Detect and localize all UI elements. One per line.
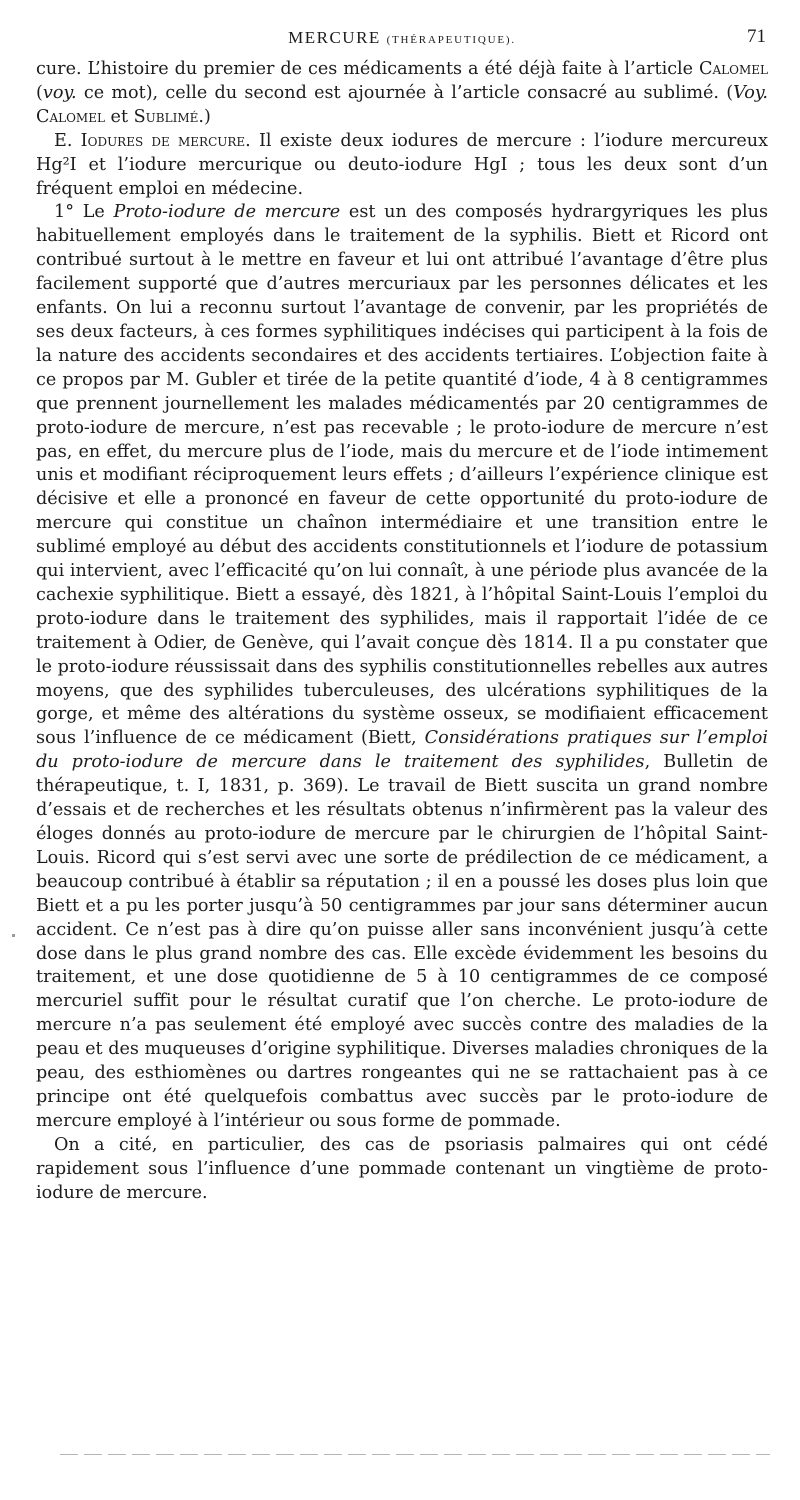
- bottom-faint-rule: [60, 1454, 770, 1455]
- text-run: et: [104, 106, 134, 127]
- margin-speck: [12, 934, 15, 937]
- paragraph-proto-iodure: [36, 201, 768, 1133]
- body-text: [36, 58, 768, 1206]
- page-number: 71: [747, 26, 766, 47]
- small-caps-run: Sublimé: [133, 106, 199, 127]
- text-run: On a cité, en particulier, des cas de psoriasis palmaires qui ont cédé rapidement sous l’influence d’une pommade contenant un vingtième de proto-iodure de mercure.: [36, 1134, 768, 1203]
- text-run: est un des composés hydrargyriques les plus habituellement employés dans le traitement de la syphilis. Biett et Ricord ont contribué surtout à le mettre en faveur et lui ont attribué l’avantage d’être plus facilement supporté que d’autres mercuriaux par les personnes délicates et les enfants. On lui a reconnu surtout l’avantage de convenir, par les propriétés de ses deux facteurs, à ces formes syphilitiques indécises qui participent à la fois de la nature des accidents secondaires et des accidents tertiaires. L’objection faite à ce propos par M. Gubler et tirée de la petite quantité d’iode, 4 à 8 centigrammes que prennent journellement les malades médicamentés par 20 centigrammes de proto-iodure de mercure, n’est pas recevable ; le proto-iodure de mercure n’est pas, en effet, du mercure plus de l’iode, mais du mercure et de l’iode intimement unis et modifiant réciproquement leurs effets ; d’ailleurs l’expérience clinique est décisive et elle a prononcé en faveur de cette opportunité du proto-iodure de mercure qui constitue un chaînon intermédiaire et une transition entre le sublimé employé au début des accidents constitutionnels et l’iodure de potassium qui intervient, avec l’efficacité qu’on lui connaît, à une période plus avancée de la cachexie syphilitique. Biett a essayé, dès 1821, à l’hôpital Saint-Louis l’emploi du proto-iodure dans le traitement des syphilides, mais il rapportait l’idée de ce traitement à Odier, de Genève, qui l’avait conçue dès 1814. Il a pu constater que le proto-iodure réussissait dans des syphilis constitutionnelles rebelles aux autres moyens, que des syphilides tuberculeuses, des ulcérations syphilitiques de la gorge, et même des altérations du système osseux, se modifiaient efficacement sous l’influence de ce médicament (Biett,: [36, 202, 768, 749]
- italic-run: Proto-iodure de mercure: [113, 202, 341, 223]
- text-run: E.: [54, 130, 81, 151]
- text-run: . Il existe deux iodures de mercure : l’iodure mercureux Hg²I et l’iodure mercurique ou deuto-iodure HgI ; tous les deux sont d’un fréquent emploi en médecine.: [36, 130, 769, 199]
- italic-run: voy.: [42, 82, 77, 103]
- text-run: , Bulletin de thérapeutique, t. I, 1831, p. 369). Le travail de Biett suscita un grand nombre d’essais et de recherches et les résultats obtenus n’infirmèrent pas la valeur des éloges donnés au proto-iodure de mercure par le chirurgien de l’hôpital Saint-Louis. Ricord qui s’est servi avec une sorte de prédilection de ce médicament, a beaucoup contribué à établir sa réputation ; il en a poussé les doses plus loin que Biett et a pu les porter jusqu’à 50 centigrammes par jour sans déterminer aucun accident. Ce n’est pas à dire qu’on puisse aller sans inconvénient jusqu’à cette dose dans le plus grand nombre des cas. Elle excède évidemment les besoins du traitement, et une dose quotidienne de 5 à 10 centigrammes de ce composé mercuriel suffit pour le résultat curatif que l’on cherche. Le proto-iodure de mercure n’a pas seulement été employé avec succès contre des maladies de la peau et des muqueuses d’origine syphilitique. Diverses maladies chroniques de la peau, des esthiomènes ou dartres rongeantes qui ne se rattachaient pas à ce principe ont été quelquefois combattus avec succès par le proto-iodure de mercure employé à l’intérieur ou sous forme de pommade.: [36, 752, 768, 1131]
- page: [36, 28, 768, 1206]
- paragraph-iodures: [36, 130, 768, 202]
- small-caps-run: Iodures de mercure: [80, 130, 246, 151]
- running-title-main: MERCURE: [288, 28, 381, 47]
- running-title: [36, 28, 768, 48]
- text-run: cure. L’histoire du premier de ces médicaments a été déjà faite à l’article: [36, 59, 700, 79]
- paragraph-psoriasis: [36, 1134, 768, 1206]
- small-caps-run: Calomel: [699, 59, 768, 79]
- text-run: 1° Le: [54, 202, 114, 223]
- small-caps-run: Calomel: [36, 106, 105, 127]
- running-header: [36, 28, 768, 58]
- italic-run: Considérations pratiques sur l’emploi du proto-iodure de mercure dans le traitement des syphilides: [36, 728, 768, 773]
- text-run: ce mot), celle du second est ajournée à l’article consacré au sublimé. (: [76, 82, 734, 103]
- paragraph-continuation: [36, 58, 768, 130]
- text-run: .): [198, 106, 211, 127]
- italic-run: Voy.: [733, 82, 768, 103]
- running-title-sub: (THÉRAPEUTIQUE).: [386, 34, 516, 46]
- text-run: (: [36, 82, 43, 103]
